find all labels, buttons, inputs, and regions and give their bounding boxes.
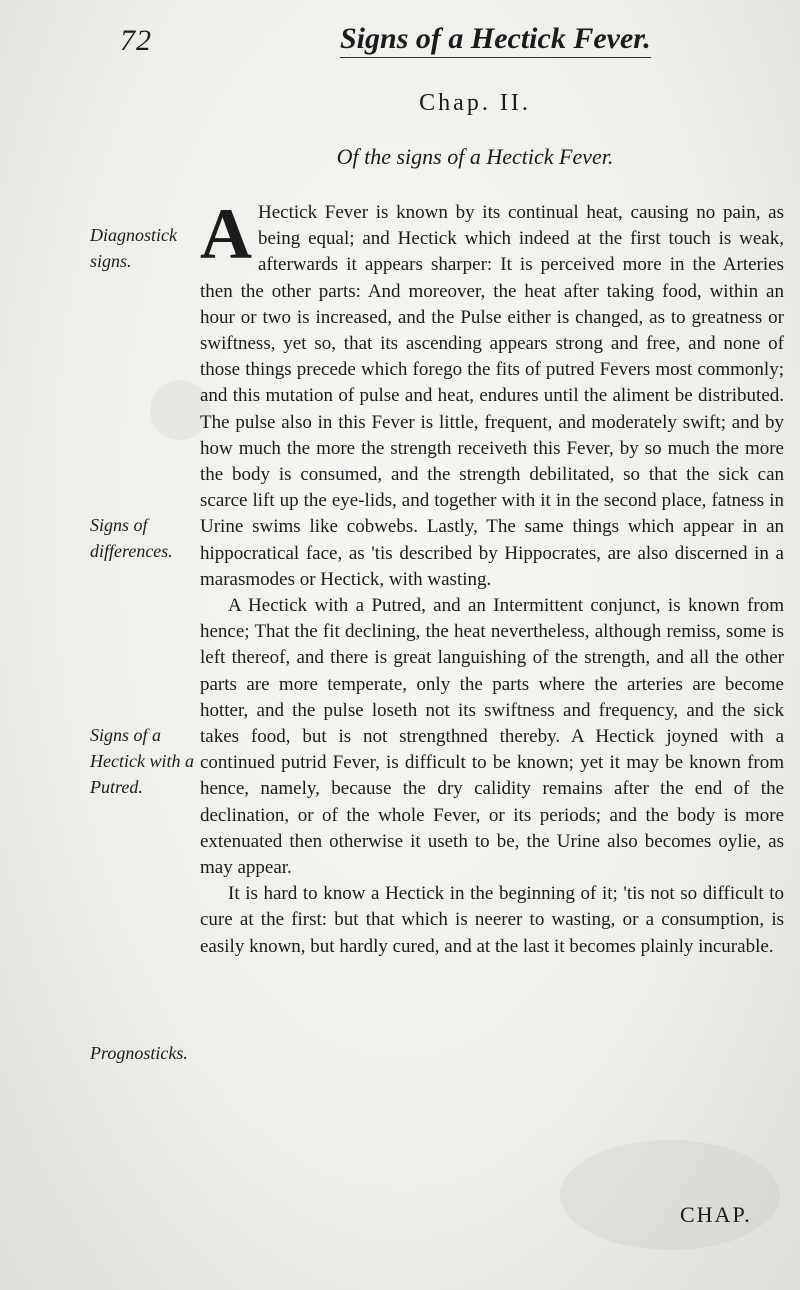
chapter-title: Chap. II. <box>419 90 531 116</box>
bleed-through-smudge <box>560 1140 780 1250</box>
paragraph-hectick-putred: A Hectick with a Putred, and an Intermittent conjunct, is known from hence; That the fit declining, the heat nevertheless, although remiss, some is left thereof, and there is great languishing of the strength, and all the other parts are more temperate, only the parts where the arteries are become hotter, and the pulse loseth not its swiftness and frequency, and the sick takes food, but is not strengthned thereby. A Hectick joyned with a continued putrid Fever, is difficult to be known; yet it may be known from hence, namely, because the dry calidity remains after the end of the declination, or of the whole Fever, or its periods; and the body is more extenuated then otherwise it useth to be, the Urine also becomes oylie, as may appear. <box>200 595 784 879</box>
chapter-subtitle: Of the signs of a Hectick Fever. <box>336 144 614 169</box>
margin-note-diagnostick: Diagnostick signs. <box>90 225 177 271</box>
margin-note-prognosticks: Prognosticks. <box>90 1043 188 1063</box>
page-number: 72 <box>120 24 152 57</box>
paragraph-diagnostick <box>200 194 784 593</box>
paragraph-prognosticks: It is hard to know a Hectick in the beginning of it; 'tis not so difficult to cure at the first: but that which is neerer to wasting, or a consumption, is easily known, but hardly cured, and at the last it becomes plainly incurable. <box>200 883 784 957</box>
margin-note-hectick-putred: Signs of a Hectick with a Putred. <box>90 725 194 797</box>
body-text <box>200 194 784 960</box>
drop-cap: A <box>200 194 252 274</box>
margin-note-differences: Signs of differences. <box>90 515 173 561</box>
catchword: CHAP. <box>680 1202 752 1227</box>
running-head: Signs of a Hectick Fever. <box>340 22 651 58</box>
paragraph-text: Hectick Fever is known by its continual heat, causing no pain, as being equal; and Hectick which indeed at the first touch is weak, afterwards it appears sharper: It is perceived more in the Arteries then the other parts: And moreover, the heat after taking food, within an hour or two is increased, and the Pulse either is changed, as to greatness or swiftness, yet so, that its ascending appears strong and free, and none of those things precede which forego the fits of putred Fevers most commonly; and this mutation of pulse and heat, endures until the aliment be distributed. The pulse also in this Fever is little, frequent, and moderately swift; and by how much the more the strength receiveth this Fever, by so much the more the body is consumed, and the strength debilitated, so that the sick can scarce lift up the eye-lids, and together with it in the second place, fatness in Urine swims like cobwebs. Lastly, The same things which appear in an hippocratical face, as 'tis described by Hippocrates, are also discerned in a marasmodes or Hectick, with wasting. <box>200 202 784 590</box>
